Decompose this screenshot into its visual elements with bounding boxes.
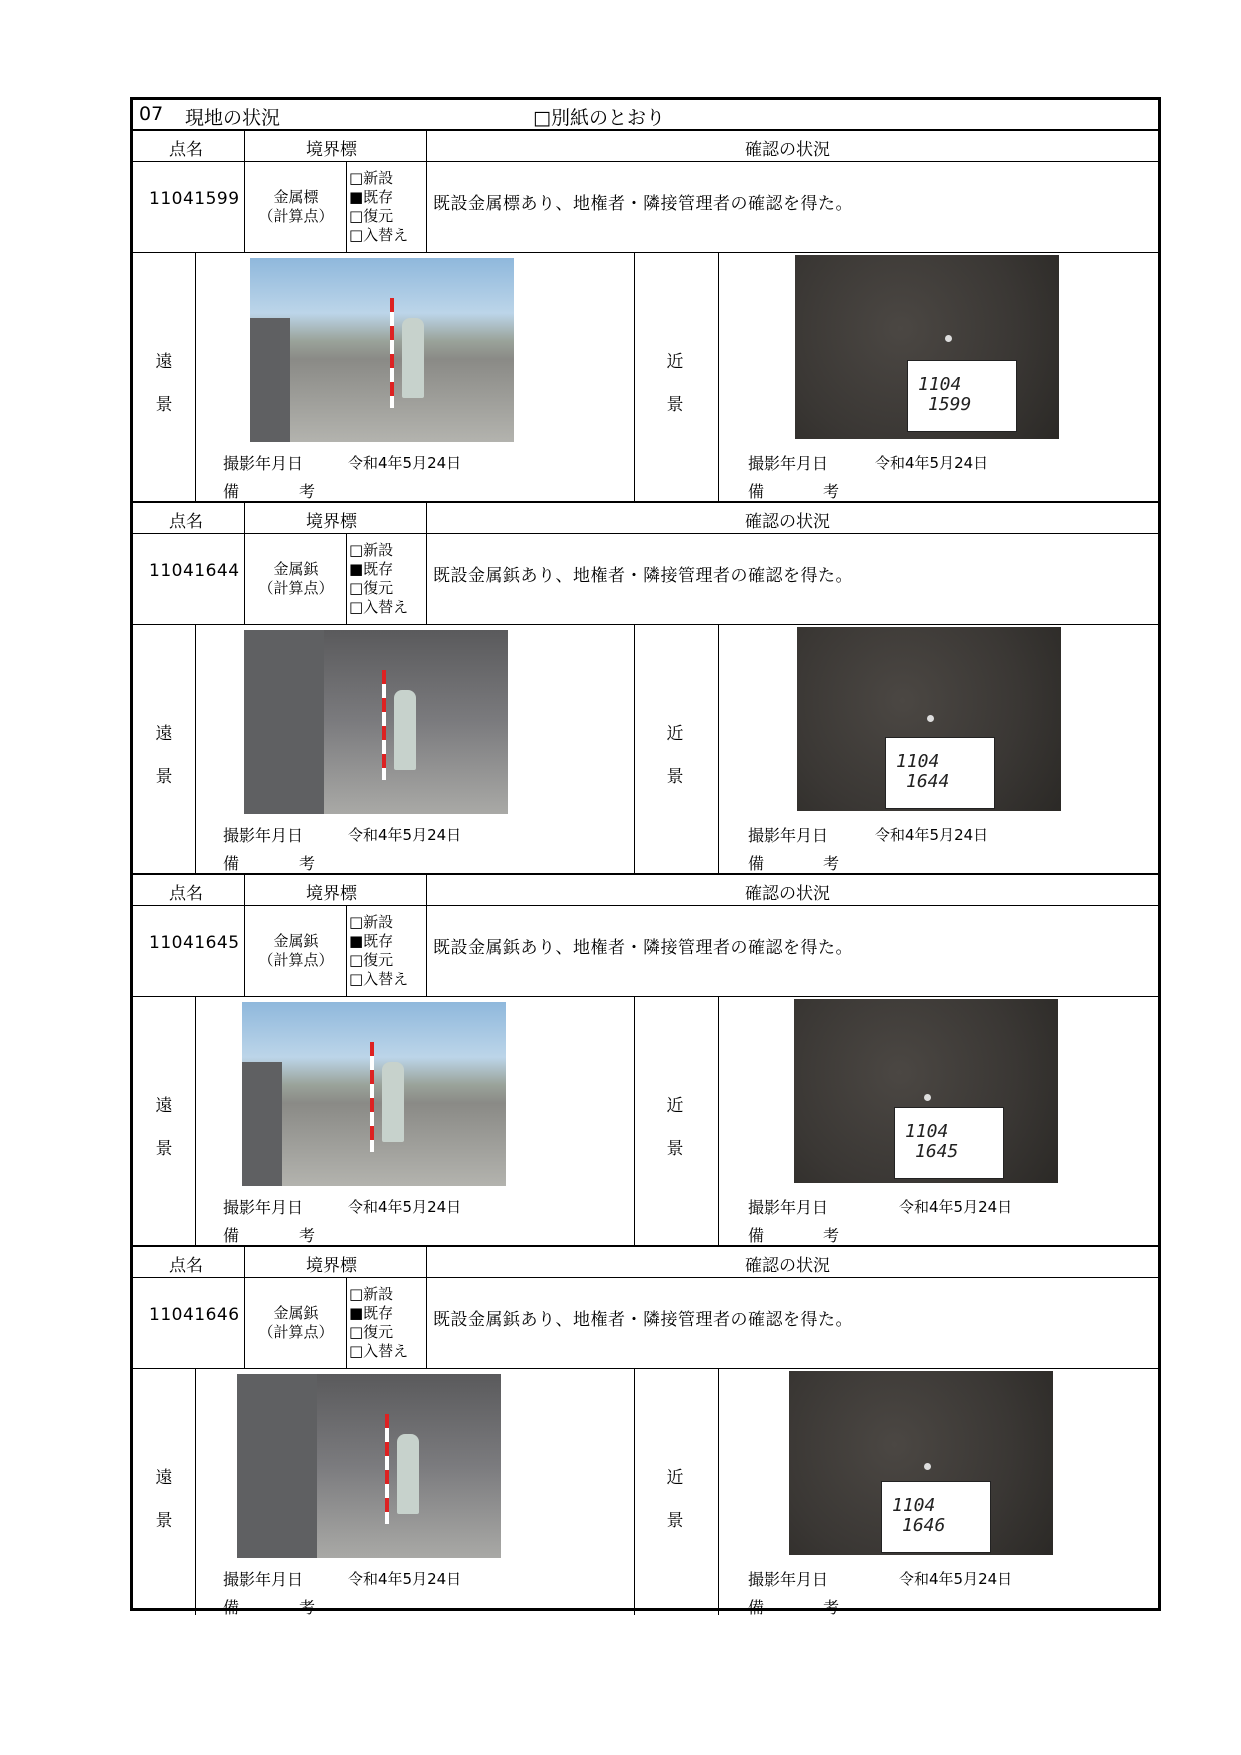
header-point-name: 点名 [169, 140, 203, 160]
header-status: 確認の状況 [745, 1256, 830, 1276]
point-id: 11041599 [149, 189, 240, 209]
marker-type-sub: （計算点） [258, 579, 334, 597]
far-label: 遠 景 [155, 1468, 173, 1531]
far-remarks-label-b: 考 [299, 1226, 316, 1245]
marker-type-sub: （計算点） [258, 1323, 334, 1341]
header-status: 確認の状況 [745, 512, 830, 532]
section-title: 現地の状況 [185, 107, 281, 129]
near-remarks-label-b: 考 [823, 854, 840, 873]
point-block [133, 1247, 1158, 1618]
status-note: 既設金属標あり、地権者・隣接管理者の確認を得た。 [433, 194, 853, 214]
near-remarks-label-b: 考 [823, 1226, 840, 1245]
marker-type-name: 金属鋲 [273, 560, 319, 578]
option-existing[interactable]: ■既存 [349, 188, 394, 206]
near-date-value: 令和4年5月24日 [875, 454, 989, 472]
near-remarks-label-a: 備 [748, 854, 765, 873]
far-remarks-label-b: 考 [299, 482, 316, 501]
marker-type-sub: （計算点） [258, 207, 334, 225]
option-new[interactable]: □新設 [349, 1285, 394, 1303]
marker-board: 1104 1645 [894, 1107, 1004, 1179]
marker-options [349, 169, 408, 245]
far-label: 遠 景 [155, 352, 173, 415]
option-restore[interactable]: □復元 [349, 951, 394, 969]
title-row [133, 100, 1158, 131]
near-photo [797, 627, 1061, 811]
near-remarks-label-a: 備 [748, 1598, 765, 1617]
far-date-label: 撮影年月日 [223, 1570, 304, 1589]
near-date-value: 令和4年5月24日 [899, 1570, 1013, 1588]
far-remarks-label-a: 備 [223, 1226, 240, 1245]
far-label: 遠 景 [155, 724, 173, 787]
marker-options [349, 541, 408, 617]
point-id: 11041645 [149, 933, 240, 953]
far-remarks-label-b: 考 [299, 854, 316, 873]
status-note: 既設金属鋲あり、地権者・隣接管理者の確認を得た。 [433, 1310, 853, 1330]
far-label: 遠 景 [155, 1096, 173, 1159]
far-photo [242, 1002, 506, 1186]
option-new[interactable]: □新設 [349, 541, 394, 559]
far-remarks-label-a: 備 [223, 482, 240, 501]
marker-type [246, 1304, 346, 1342]
marker-board: 1104 1646 [881, 1481, 991, 1553]
near-remarks-label-b: 考 [823, 482, 840, 501]
far-date-value: 令和4年5月24日 [348, 454, 462, 472]
marker-options [349, 1285, 408, 1361]
marker-type [246, 188, 346, 226]
option-replace[interactable]: □入替え [349, 226, 409, 244]
header-status: 確認の状況 [745, 884, 830, 904]
marker-type [246, 560, 346, 598]
point-id: 11041646 [149, 1305, 240, 1325]
marker-type-name: 金属鋲 [273, 932, 319, 950]
near-photo [795, 255, 1059, 439]
near-label: 近 景 [666, 1468, 684, 1531]
marker-board: 1104 1644 [885, 737, 995, 809]
header-status: 確認の状況 [745, 140, 830, 160]
near-photo [789, 1371, 1053, 1555]
marker-board: 1104 1599 [907, 360, 1017, 432]
option-restore[interactable]: □復元 [349, 207, 394, 225]
far-date-label: 撮影年月日 [223, 826, 304, 845]
status-note: 既設金属鋲あり、地権者・隣接管理者の確認を得た。 [433, 938, 853, 958]
option-replace[interactable]: □入替え [349, 970, 409, 988]
option-new[interactable]: □新設 [349, 913, 394, 931]
point-block [133, 503, 1158, 874]
attachment-checkbox[interactable]: □別紙のとおり [533, 107, 665, 129]
header-point-name: 点名 [169, 884, 203, 904]
far-remarks-label-b: 考 [299, 1598, 316, 1617]
near-remarks-label-a: 備 [748, 1226, 765, 1245]
survey-sheet [130, 97, 1161, 1617]
option-existing[interactable]: ■既存 [349, 932, 394, 950]
far-date-value: 令和4年5月24日 [348, 826, 462, 844]
near-date-label: 撮影年月日 [748, 454, 829, 473]
far-remarks-label-a: 備 [223, 854, 240, 873]
option-existing[interactable]: ■既存 [349, 1304, 394, 1322]
header-marker: 境界標 [306, 140, 357, 160]
near-remarks-label-a: 備 [748, 482, 765, 501]
marker-type-name: 金属鋲 [273, 1304, 319, 1322]
point-block [133, 875, 1158, 1246]
near-date-value: 令和4年5月24日 [875, 826, 989, 844]
near-label: 近 景 [666, 724, 684, 787]
header-point-name: 点名 [169, 1256, 203, 1276]
near-photo [794, 999, 1058, 1183]
far-photo [244, 630, 508, 814]
far-date-label: 撮影年月日 [223, 1198, 304, 1217]
header-marker: 境界標 [306, 1256, 357, 1276]
header-marker: 境界標 [306, 884, 357, 904]
near-date-label: 撮影年月日 [748, 826, 829, 845]
status-note: 既設金属鋲あり、地権者・隣接管理者の確認を得た。 [433, 566, 853, 586]
point-id: 11041644 [149, 561, 240, 581]
near-date-value: 令和4年5月24日 [899, 1198, 1013, 1216]
option-existing[interactable]: ■既存 [349, 560, 394, 578]
option-replace[interactable]: □入替え [349, 1342, 409, 1360]
far-date-value: 令和4年5月24日 [348, 1198, 462, 1216]
far-remarks-label-a: 備 [223, 1598, 240, 1617]
far-date-value: 令和4年5月24日 [348, 1570, 462, 1588]
far-photo [237, 1374, 501, 1558]
header-point-name: 点名 [169, 512, 203, 532]
header-marker: 境界標 [306, 512, 357, 532]
point-block [133, 131, 1158, 502]
option-new[interactable]: □新設 [349, 169, 394, 187]
option-replace[interactable]: □入替え [349, 598, 409, 616]
marker-options [349, 913, 408, 989]
near-date-label: 撮影年月日 [748, 1570, 829, 1589]
near-label: 近 景 [666, 1096, 684, 1159]
far-photo [250, 258, 514, 442]
near-date-label: 撮影年月日 [748, 1198, 829, 1217]
marker-type-name: 金属標 [273, 188, 319, 206]
near-remarks-label-b: 考 [823, 1598, 840, 1617]
marker-type [246, 932, 346, 970]
option-restore[interactable]: □復元 [349, 579, 394, 597]
option-restore[interactable]: □復元 [349, 1323, 394, 1341]
far-date-label: 撮影年月日 [223, 454, 304, 473]
marker-type-sub: （計算点） [258, 951, 334, 969]
near-label: 近 景 [666, 352, 684, 415]
section-number: 07 [139, 103, 164, 125]
